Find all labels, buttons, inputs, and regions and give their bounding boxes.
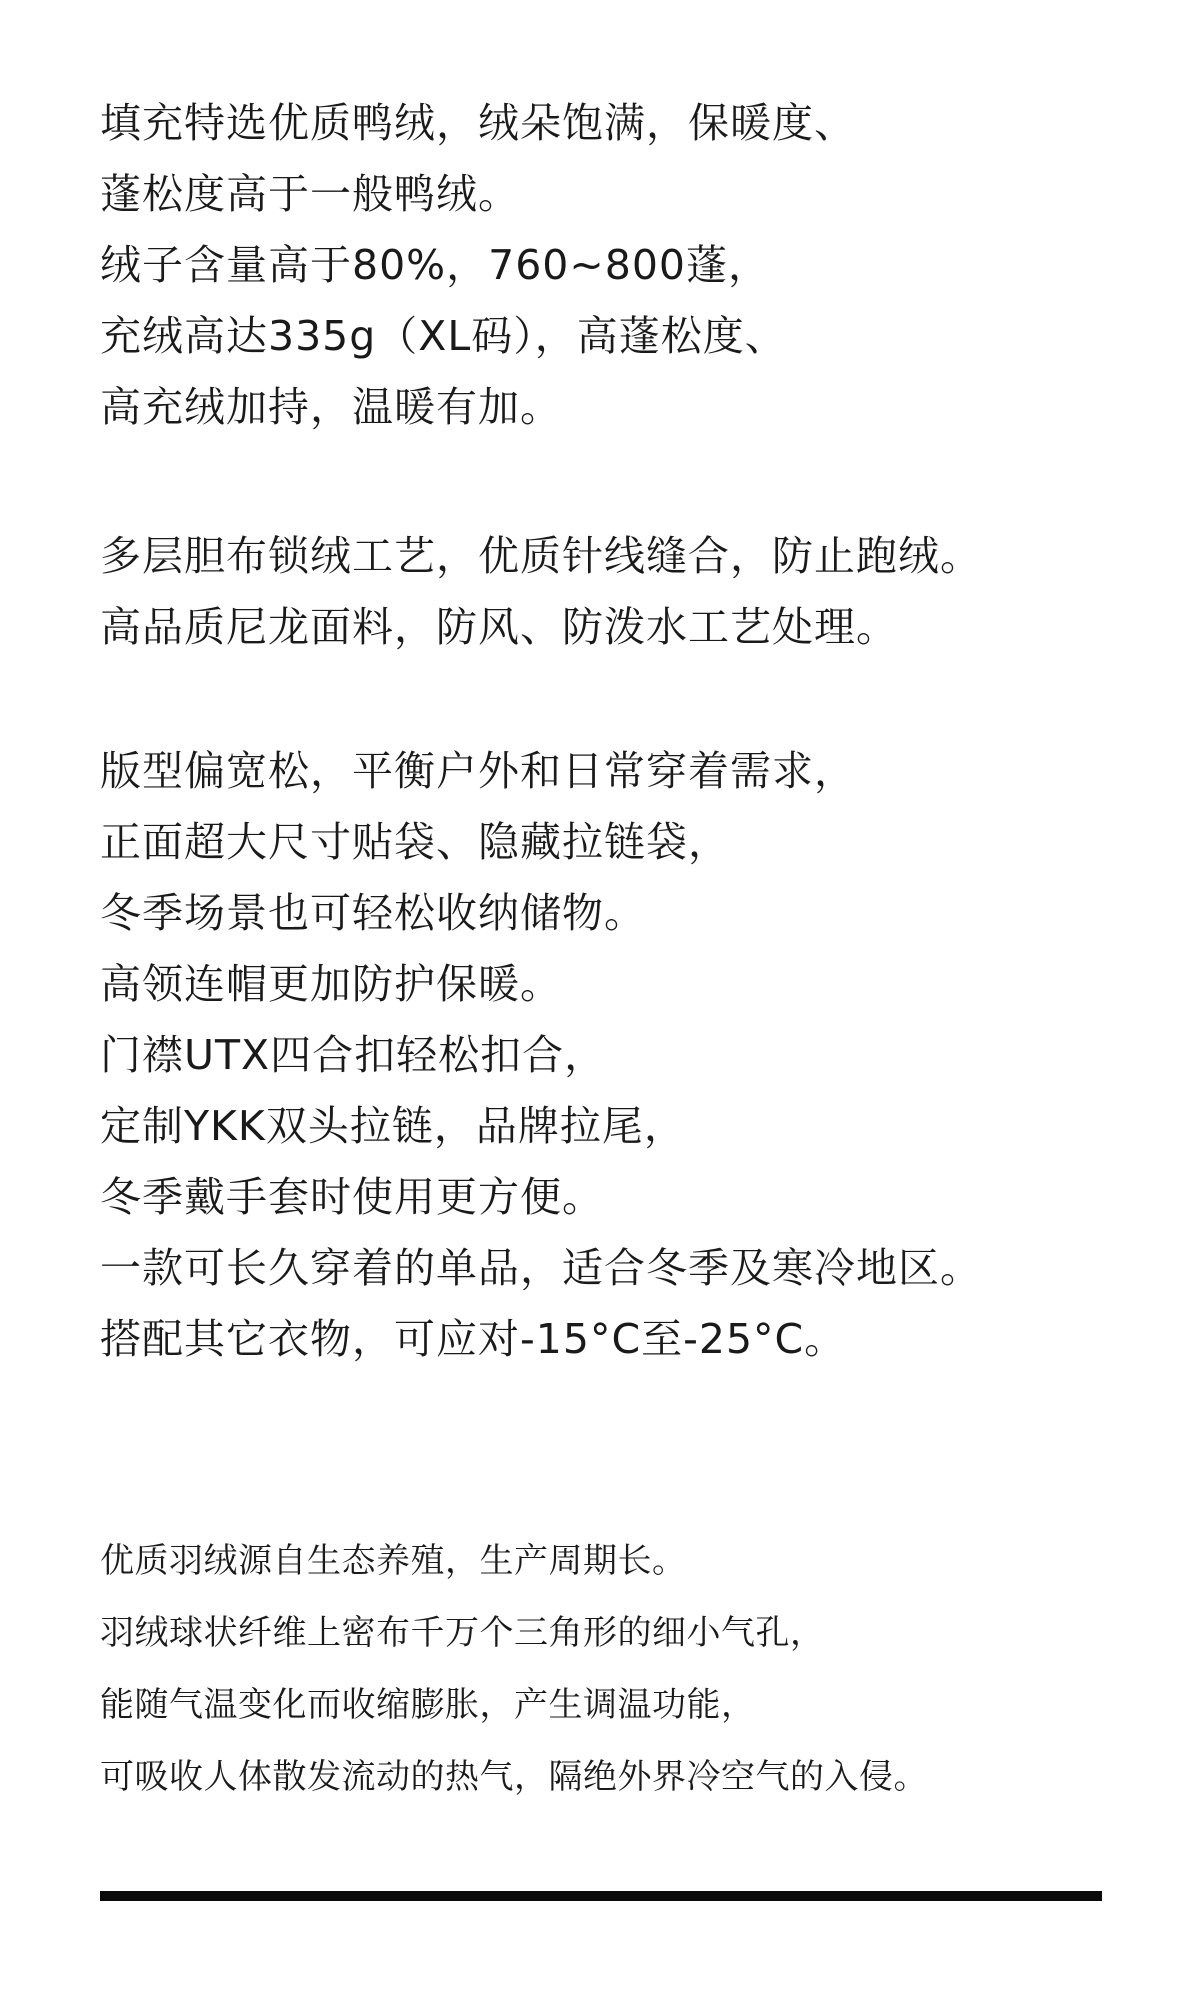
text-line: 高领连帽更加防护保暖。 — [100, 960, 562, 1008]
text-line: 搭配其它衣物，可应对-15°C至-25°C。 — [100, 1315, 847, 1363]
text-line: 冬季戴手套时使用更方便。 — [100, 1173, 604, 1221]
text-line: 一款可长久穿着的单品，适合冬季及寒冷地区。 — [100, 1244, 982, 1292]
fabric-craft-paragraph — [100, 521, 982, 663]
down-filling-paragraph — [100, 88, 856, 443]
text-line: 冬季场景也可轻松收纳储物。 — [100, 889, 646, 937]
text-line: 高品质尼龙面料，防风、防泼水工艺处理。 — [100, 603, 898, 651]
text-line: 高充绒加持，温暖有加。 — [100, 383, 562, 431]
text-line: 门襟UTX四合扣轻松扣合， — [100, 1031, 607, 1079]
down-source-paragraph — [100, 1525, 928, 1813]
text-line: 绒子含量高于80%，760~800蓬， — [100, 241, 770, 289]
text-line: 可吸收人体散发流动的热气，隔绝外界冷空气的入侵。 — [100, 1757, 928, 1797]
text-line: 能随气温变化而收缩膨胀，产生调温功能， — [100, 1685, 756, 1725]
text-line: 正面超大尺寸贴袋、隐藏拉链袋， — [100, 818, 730, 866]
text-line: 填充特选优质鸭绒，绒朵饱满，保暖度、 — [100, 99, 856, 147]
text-line: 多层胆布锁绒工艺，优质针线缝合，防止跑绒。 — [100, 532, 982, 580]
text-line: 版型偏宽松，平衡户外和日常穿着需求， — [100, 747, 856, 795]
text-line: 优质羽绒源自生态养殖，生产周期长。 — [100, 1541, 687, 1581]
bottom-divider — [100, 1891, 1102, 1901]
text-line: 充绒高达335g（XL码），高蓬松度、 — [100, 312, 787, 360]
text-line: 定制YKK双头拉链，品牌拉尾， — [100, 1102, 686, 1150]
text-line: 蓬松度高于一般鸭绒。 — [100, 170, 520, 218]
design-details-paragraph — [100, 736, 982, 1375]
text-line: 羽绒球状纤维上密布千万个三角形的细小气孔， — [100, 1613, 825, 1653]
